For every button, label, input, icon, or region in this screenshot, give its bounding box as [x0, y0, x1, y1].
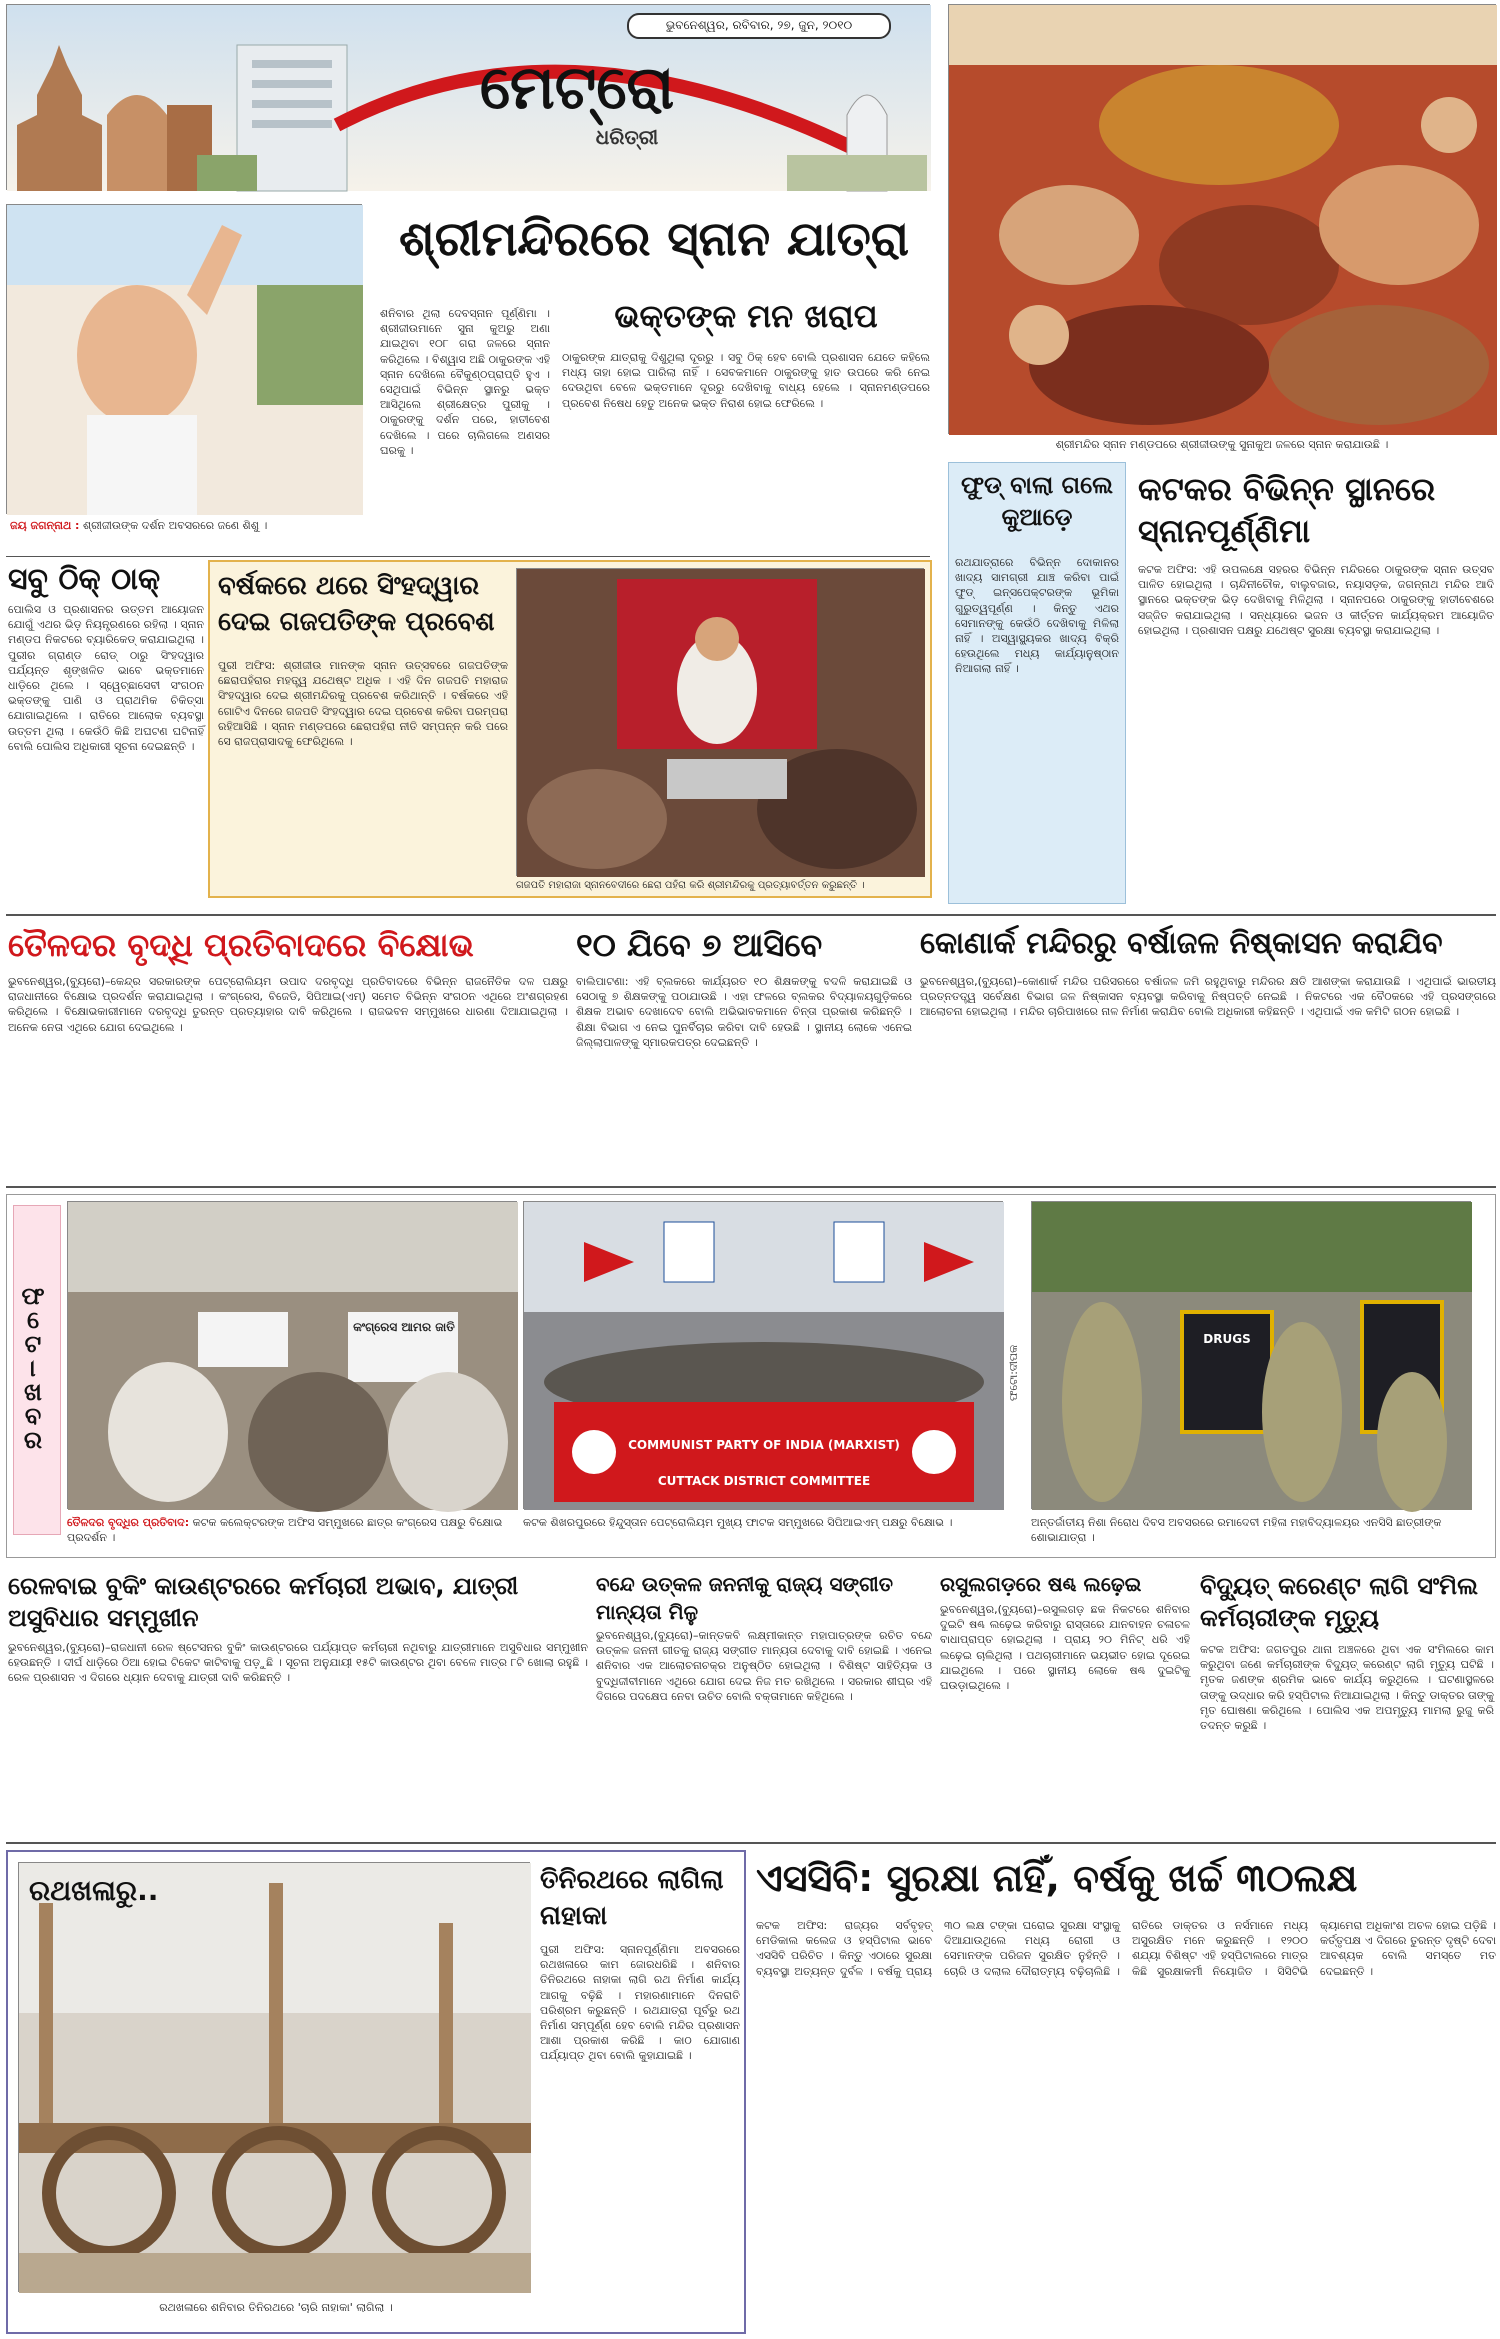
lead-body-left: ଶନିବାର ଥିଲା ଦେବସ୍ନାନ ପୂର୍ଣ୍ଣିମା । ଶ୍ରୀଜୀଉମାନେ ସୁନା କୁଅରୁ ଅଣା ଯାଇଥିବା ୧୦୮ ଗରା ଜଳରେ ସ୍ନାନ କରିଥିଲେ । ବିଶ୍ୱାସ ଅଛି ଠାକୁରଙ୍କ ଏହି ସ୍ନାନ ଦେଖିଲେ ବୈକୁଣ୍ଠପ୍ରାପ୍ତି ହୁଏ । ସେଥିପାଇଁ ବିଭିନ୍ନ ସ୍ଥାନରୁ ଭକ୍ତ ଆସିଥିଲେ ଶ୍ରୀକ୍ଷେତ୍ର ପୁରୀକୁ । ଠାକୁରଙ୍କୁ ଦର୍ଶନ ପରେ, ହାତୀବେଶ ଦେଖିଲେ । ପରେ ଚାଲିଗଲେ ଅଣସର ଘରକୁ ।: [380, 307, 554, 457]
food-wala-body: ରଥଯାତ୍ରାରେ ବିଭିନ୍ନ ଦୋକାନର ଖାଦ୍ୟ ସାମଗ୍ରୀ ଯାଞ୍ଚ କରିବା ପାଇଁ ଫୁଡ୍ ଇନ୍ସପେକ୍ଟରଙ୍କ ଭୂମିକା ଗୁରୁତ୍ୱପୂର୍ଣ୍ଣ । କିନ୍ତୁ ଏଥର ସେମାନଙ୍କୁ କେଉଁଠି ଦେଖିବାକୁ ମିଳିଲା ନାହିଁ । ଅସ୍ୱାସ୍ଥ୍ୟକର ଖାଦ୍ୟ ବିକ୍ରି ହେଉଥିଲେ ମଧ୍ୟ କାର୍ଯ୍ୟାନୁଷ୍ଠାନ ନିଆଗଲା ନାହିଁ ।: [955, 556, 1123, 676]
rath-label: ରଥଖଳାରୁ..: [29, 1874, 159, 1907]
cpim-banner-line2: CUTTACK DISTRICT COMMITTEE: [657, 1474, 871, 1488]
logo-main: ମେଟ୍ରୋ: [479, 53, 675, 123]
electric-body: କଟକ ଅଫିସ: ଜଗତପୁର ଥାନା ଅଞ୍ଚଳରେ ଥିବା ଏକ ସଂମିଲରେ କାମ କରୁଥିବା ଜଣେ କର୍ମଚାରୀଙ୍କ ବିଦ୍ୟୁତ୍ କରେଣ୍ଟ ଲାଗି ମୃତ୍ୟୁ ଘଟିଛି । ମୃତକ ଜଣଙ୍କ ଶ୍ରମିକ ଭାବେ କାର୍ଯ୍ୟ କରୁଥିଲେ । ଘଟଣାସ୍ଥଳରେ ତାଙ୍କୁ ଉଦ୍ଧାର କରି ହସ୍ପିଟାଲ ନିଆଯାଇଥିଲା । କିନ୍ତୁ ଡାକ୍ତର ତାଙ୍କୁ ମୃତ ଘୋଷଣା କରିଥିଲେ । ପୋଲିସ ଏକ ଅପମୃତ୍ୟୁ ମାମଲା ରୁଜୁ କରି ତଦନ୍ତ କରୁଛି ।: [1200, 1643, 1498, 1733]
scb-body: କଟକ ଅଫିସ: ରାଜ୍ୟର ସର୍ବବୃହତ୍ ମେଡିକାଲ କଲେଜ ଓ ହସ୍ପିଟାଲ ଭାବେ ଏସସିବି ପରିଚିତ । କିନ୍ତୁ ଏଠାରେ ସୁରକ୍ଷା ବ୍ୟବସ୍ଥା ଅତ୍ୟନ୍ତ ଦୁର୍ବଳ । ବର୍ଷକୁ ପ୍ରାୟ ୩୦ ଲକ୍ଷ ଟଙ୍କା ଘରୋଇ ସୁରକ୍ଷା ସଂସ୍ଥାକୁ ଦିଆଯାଉଥିଲେ ମଧ୍ୟ ରୋଗୀ ଓ ସେମାନଙ୍କ ପରିଜନ ସୁରକ୍ଷିତ ନୁହଁନ୍ତି । ଚୋରି ଓ ଦଲାଲ ଦୌରାତ୍ମ୍ୟ ବଢ଼ିଚାଲିଛି । ରାତିରେ ଡାକ୍ତର ଓ ନର୍ସମାନେ ମଧ୍ୟ ଅସୁରକ୍ଷିତ ମନେ କରୁଛନ୍ତି । ୧୨୦୦ ଶଯ୍ୟା ବିଶିଷ୍ଟ ଏହି ହସ୍ପିଟାଲରେ ମାତ୍ର କିଛି ସୁରକ୍ଷାକର୍ମୀ ନିୟୋଜିତ । ସିସିଟିଭି କ୍ୟାମେରା ଅଧିକାଂଶ ଅଚଳ ହୋଇ ପଡ଼ିଛି । କର୍ତ୍ତୃପକ୍ଷ ଏ ଦିଗରେ ତୁରନ୍ତ ଦୃଷ୍ଟି ଦେବା ଆବଶ୍ୟକ ବୋଲି ସମସ୍ତେ ମତ ଦେଇଛନ୍ତି ।: [756, 1919, 1500, 1978]
state-song-body: ଭୁବନେଶ୍ୱର,(ବ୍ୟୁରୋ)–କାନ୍ତକବି ଲକ୍ଷ୍ମୀକାନ୍ତ ମହାପାତ୍ରଙ୍କ ରଚିତ ବନ୍ଦେ ଉତ୍କଳ ଜନନୀ ଗୀତକୁ ରାଜ୍ୟ ସଙ୍ଗୀତ ମାନ୍ୟତା ଦେବାକୁ ଦାବି ହୋଇଛି । ଏନେଇ ଶନିବାର ଏକ ଆଲୋଚନାଚକ୍ର ଅନୁଷ୍ଠିତ ହୋଇଥିଲା । ବିଶିଷ୍ଟ ସାହିତ୍ୟିକ ଓ ବୁଦ୍ଧିଜୀବୀମାନେ ଏଥିରେ ଯୋଗ ଦେଇ ନିଜ ମତ ରଖିଥିଲେ । ସରକାର ଶୀଘ୍ର ଏହି ଦିଗରେ ପଦକ୍ଷେପ ନେବା ଉଚିତ ବୋଲି ବକ୍ତାମାନେ କହିଥିଲେ ।: [596, 1629, 936, 1703]
sabu-thik-headline: ସବୁ ଠିକ୍ ଠାକ୍: [8, 562, 161, 597]
ten-seven-headline: ୧୦ ଯିବେ ୭ ଆସିବେ: [576, 926, 823, 964]
cpim-photo-art: [524, 1202, 1004, 1510]
cpim-protest-photo: [523, 1201, 1003, 1509]
gajapati-caption: ଗଜପତି ମହାରାଜା ସ୍ନାନବେଦୀରେ ଛେରା ପହଁରା କରି ଶ୍ରୀମନ୍ଦିରକୁ ପ୍ରତ୍ୟାବର୍ତ୍ତନ କରୁଛନ୍ତି ।: [516, 880, 865, 891]
snana-photo-art: [949, 5, 1497, 435]
railway-body: ଭୁବନେଶ୍ୱର,(ବ୍ୟୁରୋ)–ରାଜଧାନୀ ରେଳ ଷ୍ଟେସନର ବୁକିଂ କାଉଣ୍ଟରରେ ପର୍ଯ୍ୟାପ୍ତ କର୍ମଚାରୀ ନଥିବାରୁ ଯାତ୍ରୀମାନେ ଅସୁବିଧାର ସମ୍ମୁଖୀନ ହେଉଛନ୍ତି । ଦୀର୍ଘ ଧାଡ଼ିରେ ଠିଆ ହୋଇ ଟିକେଟ କାଟିବାକୁ ପଡ଼ୁଛି । ସୂଚନା ଅନୁଯାୟୀ ୧୫ଟି କାଉଣ୍ଟର ଥିବା ବେଳେ ମାତ୍ର ୮ଟି ଖୋଲା ରହୁଛି । ରେଳ ପ୍ରଶାସନ ଏ ଦିଗରେ ଧ୍ୟାନ ଦେବାକୁ ଯାତ୍ରୀ ଦାବି କରିଛନ୍ତି ।: [8, 1641, 592, 1685]
photo-news-label: ଫଟୋଖବର: [20, 1285, 48, 1453]
ten-seven-body: ବାଲିପାଟଣା: ଏହି ବ୍ଲକରେ କାର୍ଯ୍ୟରତ ୧୦ ଶିକ୍ଷକଙ୍କୁ ବଦଳି କରାଯାଇଛି ଓ ସେଠାକୁ ୭ ଶିକ୍ଷକଙ୍କୁ ପଠାଯାଉଛି । ଏହା ଫଳରେ ବ୍ଲକର ବିଦ୍ୟାଳୟଗୁଡ଼ିକରେ ଶିକ୍ଷକ ଅଭାବ ଦେଖାଦେବ ବୋଲି ଅଭିଭାବକମାନେ ଚିନ୍ତା ପ୍ରକାଶ କରିଛନ୍ତି । ଶିକ୍ଷା ବିଭାଗ ଏ ନେଇ ପୁନର୍ବିଚାର କରିବା ଦାବି ହେଉଛି । ସ୍ଥାନୀୟ ଲୋକେ ଏନେଇ ଜିଲ୍ଲାପାଳଙ୍କୁ ସ୍ମାରକପତ୍ର ଦେଇଛନ୍ତି ।: [576, 975, 916, 1049]
rath-caption: ରଥଖଳାରେ ଶନିବାର ତିନିରଥରେ 'ଚାରି ନାହାକା' ଲାଗିଲା ।: [159, 2301, 393, 2314]
rasulgarh-body: ଭୁବନେଶ୍ୱର,(ବ୍ୟୁରୋ)–ରସୁଲଗଡ଼ ଛକ ନିକଟରେ ଶନିବାର ଦୁଇଟି ଷଣ୍ଢ ଲଢ଼େଇ କରିବାରୁ ରାସ୍ତାରେ ଯାନବାହନ ଚଳାଚଳ ବାଧାପ୍ରାପ୍ତ ହୋଇଥିଲା । ପ୍ରାୟ ୨୦ ମିନିଟ୍ ଧରି ଏହି ଲଢ଼େଇ ଚାଲିଥିଲା । ପଥଚାରୀମାନେ ଭୟଭୀତ ହୋଇ ଦୂରେଇ ଯାଇଥିଲେ । ପରେ ସ୍ଥାନୀୟ ଲୋକେ ଷଣ୍ଢ ଦୁଇଟିକୁ ଘଉଡ଼ାଇଥିଲେ ।: [940, 1603, 1194, 1693]
child-caption: [10, 518, 366, 533]
state-song-headline: ବନ୍ଦେ ଉତ୍କଳ ଜନନୀକୁ ରାଜ୍ୟ ସଙ୍ଗୀତ ମାନ୍ୟତା ମିଳୁ: [596, 1572, 894, 1624]
rath-photo: [18, 1862, 530, 2292]
rath-photo-art: [19, 1863, 531, 2293]
cpim-banner-line1: COMMUNIST PARTY OF INDIA (MARXIST): [628, 1438, 900, 1452]
railway-headline: ରେଳବାଇ ବୁକିଂ କାଉଣ୍ଟରରେ କର୍ମଚାରୀ ଅଭାବ, ଯାତ୍ରୀ ଅସୁବିଧାର ସମ୍ମୁଖୀନ: [8, 1572, 519, 1632]
placard-right-text: DRUGS: [1203, 1332, 1251, 1346]
gajapati-headline: ବର୍ଷକରେ ଥରେ ସିଂହଦ୍ୱାର ଦେଇ ଗଜପତିଙ୍କ ପ୍ରବେଶ: [218, 571, 495, 637]
photo-news-caption-right: ଅନ୍ତର୍ଜାତୀୟ ନିଶା ନିରୋଧ ଦିବସ ଅବସରରେ ରମାଦେବୀ ମହିଳା ମହାବିଦ୍ୟାଳୟର ଏନସିସି ଛାତ୍ରୀଙ୍କ ଶୋଭାଯାତ୍ରା ।: [1031, 1516, 1442, 1544]
cuttack-snana-headline: କଟକର ବିଭିନ୍ନ ସ୍ଥାନରେ ସ୍ନାନପୂର୍ଣ୍ଣିମା: [1138, 470, 1436, 550]
lead-headline: ଶ୍ରୀମନ୍ଦିରରେ ସ୍ନାନ ଯାତ୍ରା: [399, 211, 909, 267]
photo-news-caption-left-label: ତୈଳଦର ବୃଦ୍ଧିର ପ୍ରତିବାଦ:: [67, 1516, 190, 1529]
rath-subheadline: ତିନିରଥରେ ଲାଗିଲା ନାହାକା: [540, 1865, 724, 1931]
konark-body: ଭୁବନେଶ୍ୱର,(ବ୍ୟୁରୋ)–କୋଣାର୍କ ମନ୍ଦିର ପରିସରରେ ବର୍ଷାଜଳ ଜମି ରହୁଥିବାରୁ ମନ୍ଦିରର କ୍ଷତି ଆଶଙ୍କା କରାଯାଉଛି । ଏଥିପାଇଁ ଭାରତୀୟ ପ୍ରତ୍ନତତ୍ତ୍ୱ ସର୍ବେକ୍ଷଣ ବିଭାଗ ଜଳ ନିଷ୍କାସନ ବ୍ୟବସ୍ଥା କରିବାକୁ ନିଷ୍ପତ୍ତି ନେଇଛି । ନିକଟରେ ଏକ ବୈଠକରେ ଏହି ପ୍ରସଙ୍ଗରେ ଆଲୋଚନା ହୋଇଥିଲା । ମନ୍ଦିର ଚାରିପାଖରେ ନାଳ ନିର୍ମାଣ କରାଯିବ ବୋଲି ଅଧିକାରୀ କହିଛନ୍ତି । ଏଥିପାଇଁ ଏକ କମିଟି ଗଠନ ହୋଇଛି ।: [920, 975, 1500, 1019]
lead-subhead: ଭକ୍ତଙ୍କ ମନ ଖରାପ: [614, 297, 878, 335]
placard-left-text: କଂଗ୍ରେସ ଆମର ଜାତି: [353, 1320, 455, 1334]
logo-sub: ଧରିତ୍ରୀ: [595, 125, 659, 149]
food-wala-box: [948, 462, 1126, 904]
ncc-photo-art: [1032, 1202, 1472, 1510]
konark-headline: କୋଣାର୍କ ମନ୍ଦିରରୁ ବର୍ଷାଜଳ ନିଷ୍କାସନ କରାଯିବ: [920, 926, 1443, 961]
masthead: [6, 4, 930, 190]
rule-4: [6, 1842, 1496, 1844]
photo-credit: ଫଟୋ:ଦୀପକ: [1007, 1344, 1020, 1401]
oil-protest-photo: [67, 1201, 517, 1509]
electric-headline: ବିଦ୍ୟୁତ୍ କରେଣ୍ଟ ଲାଗି ସଂମିଲ କର୍ମଚାରୀଙ୍କ ମୃତ୍ୟୁ: [1200, 1572, 1478, 1632]
child-caption-label: ଜୟ ଜଗନ୍ନାଥ :: [10, 519, 80, 532]
oil-protest-headline: ତୈଳଦର ବୃଦ୍ଧି ପ୍ରତିବାଦରେ ବିକ୍ଷୋଭ: [8, 926, 474, 964]
rule-2: [6, 914, 1496, 916]
snana-photo-caption: ଶ୍ରୀମନ୍ଦିର ସ୍ନାନ ମଣ୍ଡପରେ ଶ୍ରୀଜୀଉଙ୍କୁ ସୁନାକୁଅ ଜଳରେ ସ୍ନାନ କରାଯାଉଛି ।: [1055, 438, 1389, 451]
photo-news-caption-left: [67, 1515, 519, 1545]
oil-protest-body: ଭୁବନେଶ୍ୱର,(ବ୍ୟୁରୋ)–କେନ୍ଦ୍ର ସରକାରଙ୍କ ପେଟ୍ରୋଲିୟମ ଉପାଦ ଦରବୃଦ୍ଧି ପ୍ରତିବାଦରେ ବିଭିନ୍ନ ରାଜନୈତିକ ଦଳ ପକ୍ଷରୁ ରାଜଧାନୀରେ ବିକ୍ଷୋଭ ପ୍ରଦର୍ଶନ କରାଯାଇଥିଲା । କଂଗ୍ରେସ, ବିଜେଡି, ସିପିଆଇ(ଏମ୍) ସମେତ ବିଭିନ୍ନ ସଂଗଠନ ଏଥିରେ ଅଂଶଗ୍ରହଣ କରିଥିଲେ । ବିକ୍ଷୋଭକାରୀମାନେ ଦରବୃଦ୍ଧି ତୁରନ୍ତ ପ୍ରତ୍ୟାହାର ଦାବି କରିଥିଲେ । ରାଜଭବନ ସମ୍ମୁଖରେ ଧାରଣା ଦିଆଯାଇଥିଲା । ଅନେକ ନେତା ଏଥିରେ ଯୋଗ ଦେଇଥିଲେ ।: [8, 975, 572, 1034]
snana-mandap-photo: [948, 4, 1496, 434]
lead-body-right: ଠାକୁରଙ୍କ ଯାତ୍ରାକୁ ଦିଶୁଥିଲା ଦୂରରୁ । ସବୁ ଠିକ୍ ହେବ ବୋଲି ପ୍ରଶାସନ ଯେତେ କହିଲେ ମଧ୍ୟ ତାହା ହୋଇ ପାରିଲା ନାହିଁ । ସେବକମାନେ ଠାକୁରଙ୍କୁ ହାତ ଉପରେ କରି ନେଇ ଦେଉଥିବା ବେଳେ ଭକ୍ତମାନେ ଦୂରରୁ ଦେଖିବାକୁ ବାଧ୍ୟ ହେଲେ । ସ୍ନାନମଣ୍ଡପରେ ପ୍ରବେଶ ନିଷେଧ ହେତୁ ଅନେକ ଭକ୍ତ ନିରାଶ ହୋଇ ଫେରିଲେ ।: [562, 351, 934, 410]
child-photo: [6, 204, 362, 514]
photo-news-strip: [6, 1194, 1496, 1558]
sabu-thik-body: ପୋଲିସ ଓ ପ୍ରଶାସନର ଉତ୍ତମ ଆୟୋଜନ ଯୋଗୁଁ ଏଥର ଭିଡ଼ ନିୟନ୍ତ୍ରଣରେ ରହିଲା । ସ୍ନାନ ମଣ୍ଡପ ନିକଟରେ ବ୍ୟାରିକେଡ୍ କରାଯାଇଥିଲା । ପୁରୀର ଗ୍ରାଣ୍ଡ ରୋଡ୍ ଠାରୁ ସିଂହଦ୍ୱାର ପର୍ଯ୍ୟନ୍ତ ଶୃଙ୍ଖଳିତ ଭାବେ ଭକ୍ତମାନେ ଧାଡ଼ିରେ ଥିଲେ । ସ୍ୱେଚ୍ଛାସେବୀ ସଂଗଠନ ଭକ୍ତଙ୍କୁ ପାଣି ଓ ପ୍ରାଥମିକ ଚିକିତ୍ସା ଯୋଗାଇଥିଲେ । ରାତିରେ ଆଲୋକ ବ୍ୟବସ୍ଥା ଉତ୍ତମ ଥିଲା । କେଉଁଠି କିଛି ଅଘଟଣ ଘଟିନାହିଁ ବୋଲି ପୋଲିସ ଅଧିକାରୀ ସୂଚନା ଦେଇଛନ୍ତି ।: [8, 603, 208, 753]
child-photo-art: [7, 205, 363, 515]
rasulgarh-headline: ରସୁଲଗଡ଼ରେ ଷଣ୍ଢ ଲଢ଼େଇ: [940, 1572, 1142, 1596]
ncc-rally-photo: [1031, 1201, 1471, 1509]
oil-protest-photo-art: [68, 1202, 518, 1510]
photo-news-caption-left-text: କଟକ କଲେକ୍ଟରଙ୍କ ଅଫିସ ସମ୍ମୁଖରେ ଛାତ୍ର କଂଗ୍ରେସ ପକ୍ଷରୁ ବିକ୍ଷୋଭ ପ୍ରଦର୍ଶନ ।: [67, 1516, 503, 1544]
gajapati-photo-art: [517, 569, 925, 877]
gajapati-body: ପୁରୀ ଅଫିସ: ଶ୍ରୀଜୀଉ ମାନଙ୍କ ସ୍ନାନ ଉତ୍ସବରେ ଗଜପତିଙ୍କ ଛେରାପହଁରାର ମହତ୍ତ୍ୱ ଯଥେଷ୍ଟ ଅଧିକ । ଏହି ଦିନ ଗଜପତି ମହାରାଜ ସିଂହଦ୍ୱାର ଦେଇ ଶ୍ରୀମନ୍ଦିରକୁ ପ୍ରବେଶ କରିଥାନ୍ତି । ବର୍ଷକରେ ଏହି ଗୋଟିଏ ଦିନରେ ଗଜପତି ସିଂହଦ୍ୱାର ଦେଇ ପ୍ରବେଶ କରିବା ପରମ୍ପରା ରହିଆସିଛି । ସ୍ନାନ ମଣ୍ଡପରେ ଛେରାପହଁରା ନୀତି ସମ୍ପନ୍ନ କରି ପରେ ସେ ରାଜପ୍ରାସାଦକୁ ଫେରିଥିଲେ ।: [218, 659, 512, 749]
gajapati-box: [208, 560, 932, 898]
photo-news-label-box: [13, 1205, 61, 1535]
rath-box: [6, 1850, 746, 2334]
rule-3: [6, 1186, 1496, 1188]
child-caption-text: ଶ୍ରୀଜୀଉଙ୍କ ଦର୍ଶନ ଅବସରରେ ଜଣେ ଶିଶୁ ।: [82, 519, 268, 532]
rule-1: [6, 556, 930, 557]
scb-headline: ଏସସିବି: ସୁରକ୍ଷା ନାହିଁ, ବର୍ଷକୁ ଖର୍ଚ୍ଚ ୩୦ଲକ୍ଷ: [756, 1856, 1358, 1900]
date-line: ଭୁବନେଶ୍ୱର, ରବିବାର, ୨୭, ଜୁନ, ୨୦୧୦: [627, 13, 891, 39]
photo-news-caption-mid: କଟକ ଶିଖରପୁରରେ ହିନ୍ଦୁସ୍ତାନ ପେଟ୍ରୋଲିୟମ ମୁଖ୍ୟ ଫାଟକ ସମ୍ମୁଖରେ ସିପିଆଇଏମ୍ ପକ୍ଷରୁ ବିକ୍ଷୋଭ ।: [523, 1516, 953, 1529]
gajapati-photo: [516, 568, 924, 876]
cuttack-snana-body: କଟକ ଅଫିସ: ଏହି ଉପଲକ୍ଷେ ସହରର ବିଭିନ୍ନ ମନ୍ଦିରରେ ଠାକୁରଙ୍କ ସ୍ନାନ ଉତ୍ସବ ପାଳିତ ହୋଇଥିଲା । ଚାନ୍ଦିନୀଚୌକ, ବାଲୁବଜାର, ନୟାସଡ଼କ, ଜଗନ୍ନାଥ ମନ୍ଦିର ଆଦି ସ୍ଥାନରେ ଭକ୍ତଙ୍କ ଭିଡ଼ ଦେଖିବାକୁ ମିଳିଥିଲା । ସ୍ନାନପରେ ଠାକୁରଙ୍କୁ ହାତୀବେଶରେ ସଜ୍ଜିତ କରାଯାଇଥିଲା । ସନ୍ଧ୍ୟାରେ ଭଜନ ଓ କୀର୍ତ୍ତନ କାର୍ଯ୍ୟକ୍ରମ ଆୟୋଜିତ ହୋଇଥିଲା । ପ୍ରଶାସନ ପକ୍ଷରୁ ଯଥେଷ୍ଟ ସୁରକ୍ଷା ବ୍ୟବସ୍ଥା କରାଯାଇଥିଲା ।: [1138, 563, 1498, 637]
rath-body: ପୁରୀ ଅଫିସ: ସ୍ନାନପୂର୍ଣ୍ଣିମା ଅବସରରେ ରଥଖଳାରେ କାମ ଜୋରଧରିଛି । ଶନିବାର ତିନିରଥରେ ନାହାକା ଲାଗି ରଥ ନିର୍ମାଣ କାର୍ଯ୍ୟ ଆଗକୁ ବଢ଼ିଛି । ମହାରଣାମାନେ ଦିନରାତି ପରିଶ୍ରମ କରୁଛନ୍ତି । ରଥଯାତ୍ରା ପୂର୍ବରୁ ରଥ ନିର୍ମାଣ ସମ୍ପୂର୍ଣ୍ଣ ହେବ ବୋଲି ମନ୍ଦିର ପ୍ରଶାସନ ଆଶା ପ୍ରକାଶ କରିଛି । କାଠ ଯୋଗାଣ ପର୍ଯ୍ୟାପ୍ତ ଥିବା ବୋଲି କୁହାଯାଇଛି ।: [540, 1943, 744, 2063]
food-wala-headline: ଫୁଡ୍ ବାଲା ଗଲେ କୁଆଡ଼େ: [960, 471, 1114, 531]
